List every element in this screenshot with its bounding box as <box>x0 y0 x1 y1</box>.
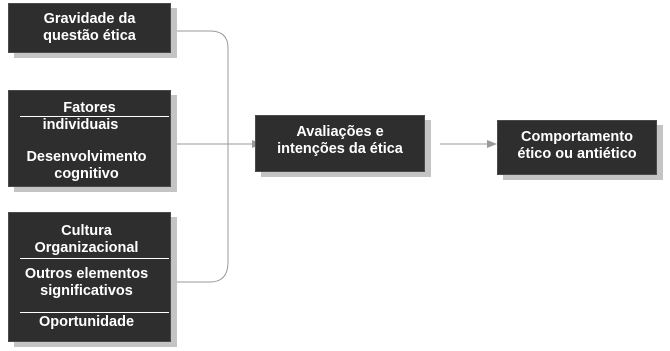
gravidade-line2: questão ética <box>43 28 136 44</box>
gravidade-box <box>8 3 171 53</box>
fatores-title: Fatores <box>63 100 116 116</box>
cultura-line3: Oportunidade <box>38 314 135 330</box>
avaliacoes-line1: Avaliações e <box>296 124 384 140</box>
fatores-box <box>8 90 171 187</box>
fatores-line1: Desenvolvimento <box>26 149 147 165</box>
avaliacoes-box <box>255 115 425 172</box>
cultura-title1: Cultura <box>61 223 112 239</box>
cultura-title2: Organizacional <box>34 240 139 256</box>
connector-from-gravidade <box>170 31 228 282</box>
fatores-divider <box>20 116 169 117</box>
comportamento-box <box>497 120 657 175</box>
comportamento-line2: ético ou antiético <box>517 146 637 162</box>
cultura-divider-2 <box>20 312 169 313</box>
fatores-title2: individuais <box>42 117 119 133</box>
comportamento-line1: Comportamento <box>521 129 633 145</box>
cultura-line1: Outros elementos <box>24 266 149 282</box>
arrowhead-to-comportamento <box>487 140 497 148</box>
fatores-line2: cognitivo <box>54 166 119 182</box>
cultura-divider-1 <box>20 258 169 259</box>
cultura-box <box>8 212 171 342</box>
avaliacoes-line2: intenções da ética <box>277 141 403 157</box>
gravidade-line1: Gravidade da <box>43 11 136 27</box>
cultura-line2: significativos <box>40 283 133 299</box>
